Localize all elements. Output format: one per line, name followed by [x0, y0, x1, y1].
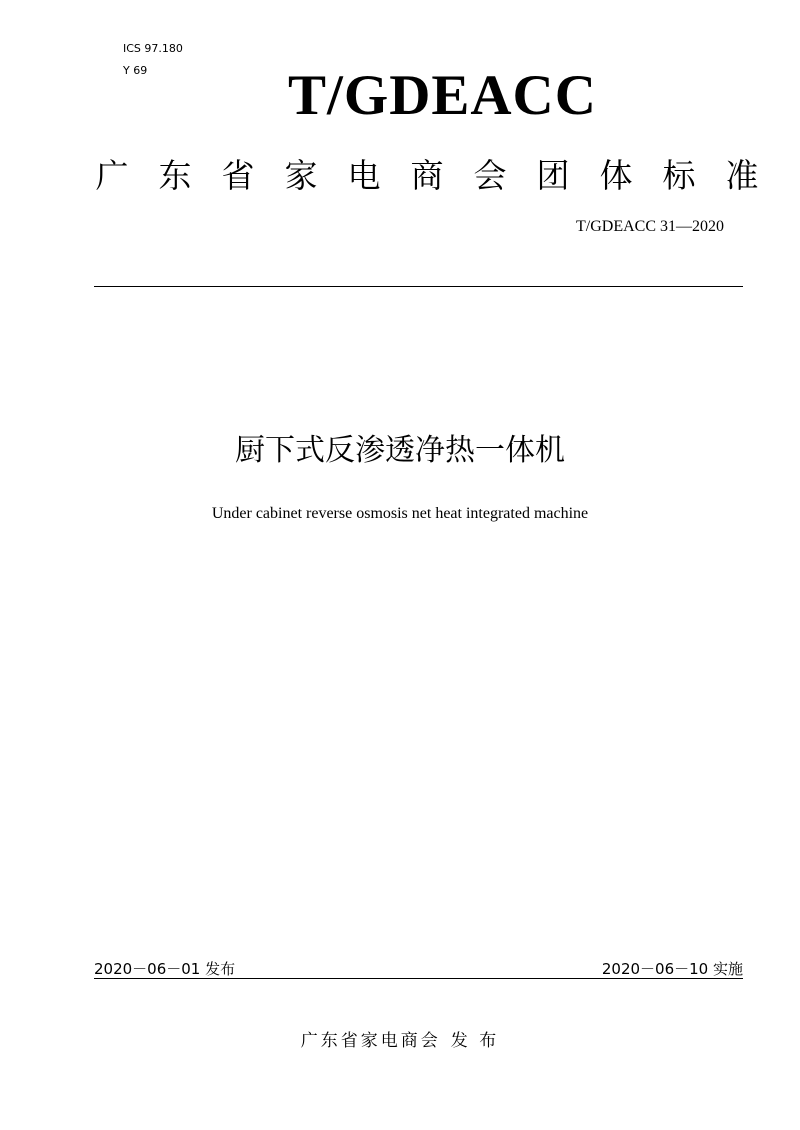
- implement-date: 2020－06－10 实施: [601, 960, 743, 978]
- category-char: 标: [662, 156, 696, 195]
- issuer-name: 广东省家电商会: [300, 1031, 441, 1051]
- issuer-action: 发 布: [450, 1031, 500, 1051]
- issuer-line: [0, 1028, 800, 1054]
- category-char: 体: [599, 156, 633, 195]
- category-char: 团: [536, 156, 570, 195]
- ccs-code: Y 69: [123, 64, 148, 77]
- category-char: 家: [284, 156, 318, 195]
- category-char: 商: [410, 156, 444, 195]
- category-char: 准: [725, 156, 759, 195]
- standard-number: T/GDEACC 31—2020: [576, 218, 724, 235]
- document-title-chinese: 厨下式反渗透净热一体机: [235, 433, 565, 468]
- standard-logo: T/GDEACC: [288, 64, 597, 127]
- publish-date: 2020－06－01 发布: [94, 960, 236, 978]
- document-title-english: Under cabinet reverse osmosis net heat integrated machine: [211, 505, 589, 522]
- category-char: 电: [347, 156, 381, 195]
- category-char: 广: [95, 156, 129, 195]
- ics-code: ICS 97.180: [123, 42, 183, 55]
- standard-category: [92, 152, 762, 200]
- category-char: 东: [158, 156, 192, 195]
- header-divider: [94, 286, 743, 287]
- category-char: 省: [221, 156, 255, 195]
- category-char: 会: [473, 156, 507, 195]
- footer-divider: [94, 978, 743, 979]
